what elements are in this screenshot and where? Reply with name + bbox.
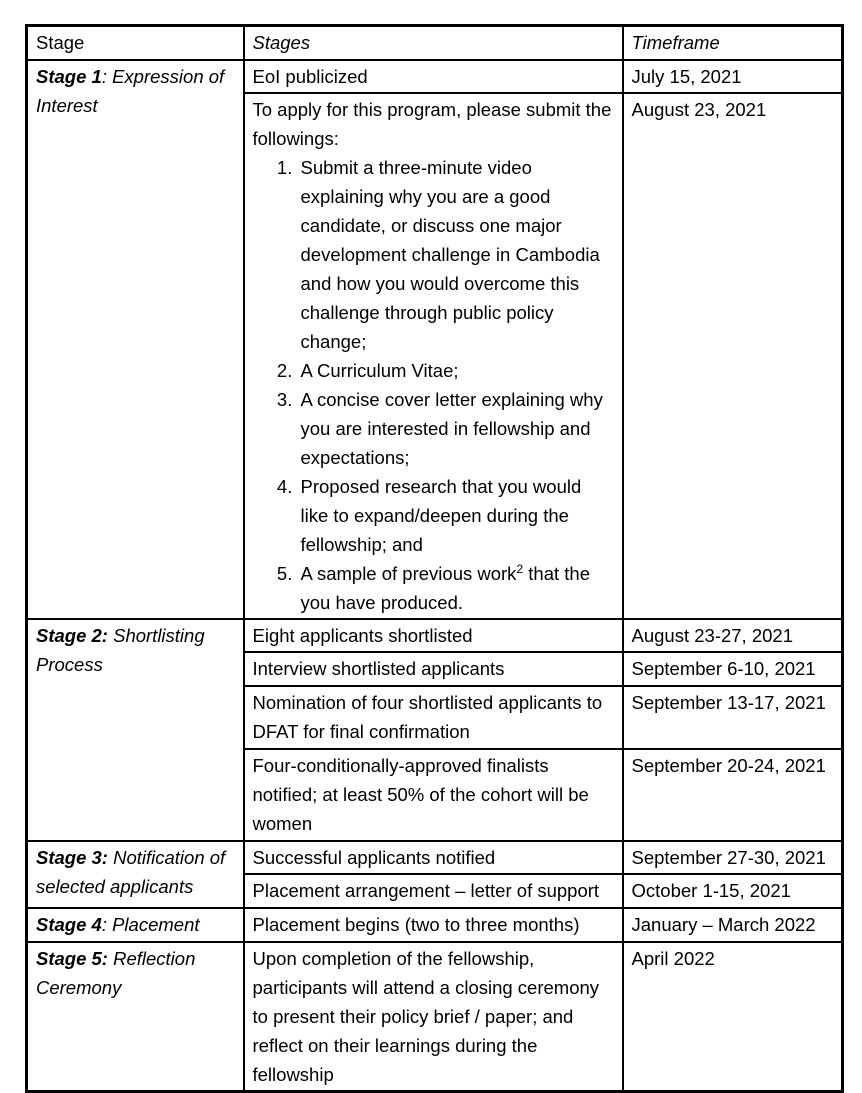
stage2-activity2-cell: Interview shortlisted applicants xyxy=(244,652,623,686)
stage2-row1 xyxy=(27,619,843,652)
stage1-timeframe1-cell: July 15, 2021 xyxy=(623,60,843,93)
stage4-label-rest: : Placement xyxy=(101,914,200,935)
apply-item-4: 4. Proposed research that you would like to expand/deepen during the fellowship; and xyxy=(298,472,614,559)
apply-item-5-text: A sample of previous work xyxy=(300,563,517,584)
stage1-timeframe2-cell: August 23, 2021 xyxy=(623,93,843,619)
stage2-activity4-cell: Four-conditionally-approved finalists notified; at least 50% of the cohort will be women xyxy=(244,749,623,841)
stage2-activity1-cell: Eight applicants shortlisted xyxy=(244,619,623,652)
footnote-marker-2: 2 xyxy=(516,561,524,576)
stage3-timeframe1-cell: September 27-30, 2021 xyxy=(623,841,843,874)
apply-item-5-text-end: that the you have produced. xyxy=(300,563,590,613)
stage5-label-cell xyxy=(27,942,244,1092)
stage1-activity1-cell: EoI publicized xyxy=(244,60,623,93)
header-cell-stage: Stage xyxy=(27,26,244,61)
stages-timeframe-table xyxy=(25,24,844,1093)
apply-requirements-list xyxy=(253,153,614,617)
apply-intro: To apply for this program, please submit the followings: xyxy=(252,99,612,149)
stage3-activity2-cell: Placement arrangement – letter of support xyxy=(244,874,623,908)
stage3-label-bold: Stage 3: xyxy=(36,847,108,868)
stage2-label-bold: Stage 2: xyxy=(36,625,108,646)
stage1-activity2-cell xyxy=(244,93,623,619)
stage3-row1 xyxy=(27,841,843,874)
stage4-activity-cell: Placement begins (two to three months) xyxy=(244,908,623,942)
table-header-row xyxy=(27,26,843,61)
stage2-label-rest: Shortlisting Process xyxy=(36,625,205,675)
stage5-label-bold: Stage 5: xyxy=(36,948,108,969)
stage1-row1 xyxy=(27,60,843,93)
stage2-timeframe4-cell: September 20-24, 2021 xyxy=(623,749,843,841)
stage3-label-rest: Notification of selected applicants xyxy=(36,847,226,897)
stage2-label-cell xyxy=(27,619,244,841)
stage3-label-cell xyxy=(27,841,244,908)
stage1-label-rest: : Expression of Interest xyxy=(36,66,225,116)
stage5-label-rest: Reflection Ceremony xyxy=(36,948,196,998)
stage1-label-bold: Stage 1 xyxy=(36,66,102,87)
stage5-activity-cell: Upon completion of the fellowship, participants will attend a closing ceremony to present their policy brief / paper; and reflect on their learnings during the fellowship xyxy=(244,942,623,1092)
stage3-activity1-cell: Successful applicants notified xyxy=(244,841,623,874)
stage2-timeframe3-cell: September 13-17, 2021 xyxy=(623,686,843,749)
stage2-timeframe1-cell: August 23-27, 2021 xyxy=(623,619,843,652)
stage2-activity3-cell: Nomination of four shortlisted applicants to DFAT for final confirmation xyxy=(244,686,623,749)
stage4-row xyxy=(27,908,843,942)
stage5-timeframe-cell: April 2022 xyxy=(623,942,843,1092)
header-cell-timeframe: Timeframe xyxy=(623,26,843,61)
apply-item-2: 2. A Curriculum Vitae; xyxy=(298,356,614,385)
stage3-timeframe2-cell: October 1-15, 2021 xyxy=(623,874,843,908)
stage1-label-cell xyxy=(27,60,244,619)
stage5-row xyxy=(27,942,843,1092)
apply-item-1: 1. Submit a three-minute video explaining why you are a good candidate, or discuss one major development challenge in Cambodia and how you would overcome this challenge through public policy change; xyxy=(298,153,614,356)
stage4-label-cell xyxy=(27,908,244,942)
stage4-timeframe-cell: January – March 2022 xyxy=(623,908,843,942)
apply-item-3: 3. A concise cover letter explaining why you are interested in fellowship and expectations; xyxy=(298,385,614,472)
apply-item-5 xyxy=(298,559,614,617)
stage4-label-bold: Stage 4 xyxy=(36,914,102,935)
stage2-timeframe2-cell: September 6-10, 2021 xyxy=(623,652,843,686)
header-cell-stages: Stages xyxy=(244,26,623,61)
